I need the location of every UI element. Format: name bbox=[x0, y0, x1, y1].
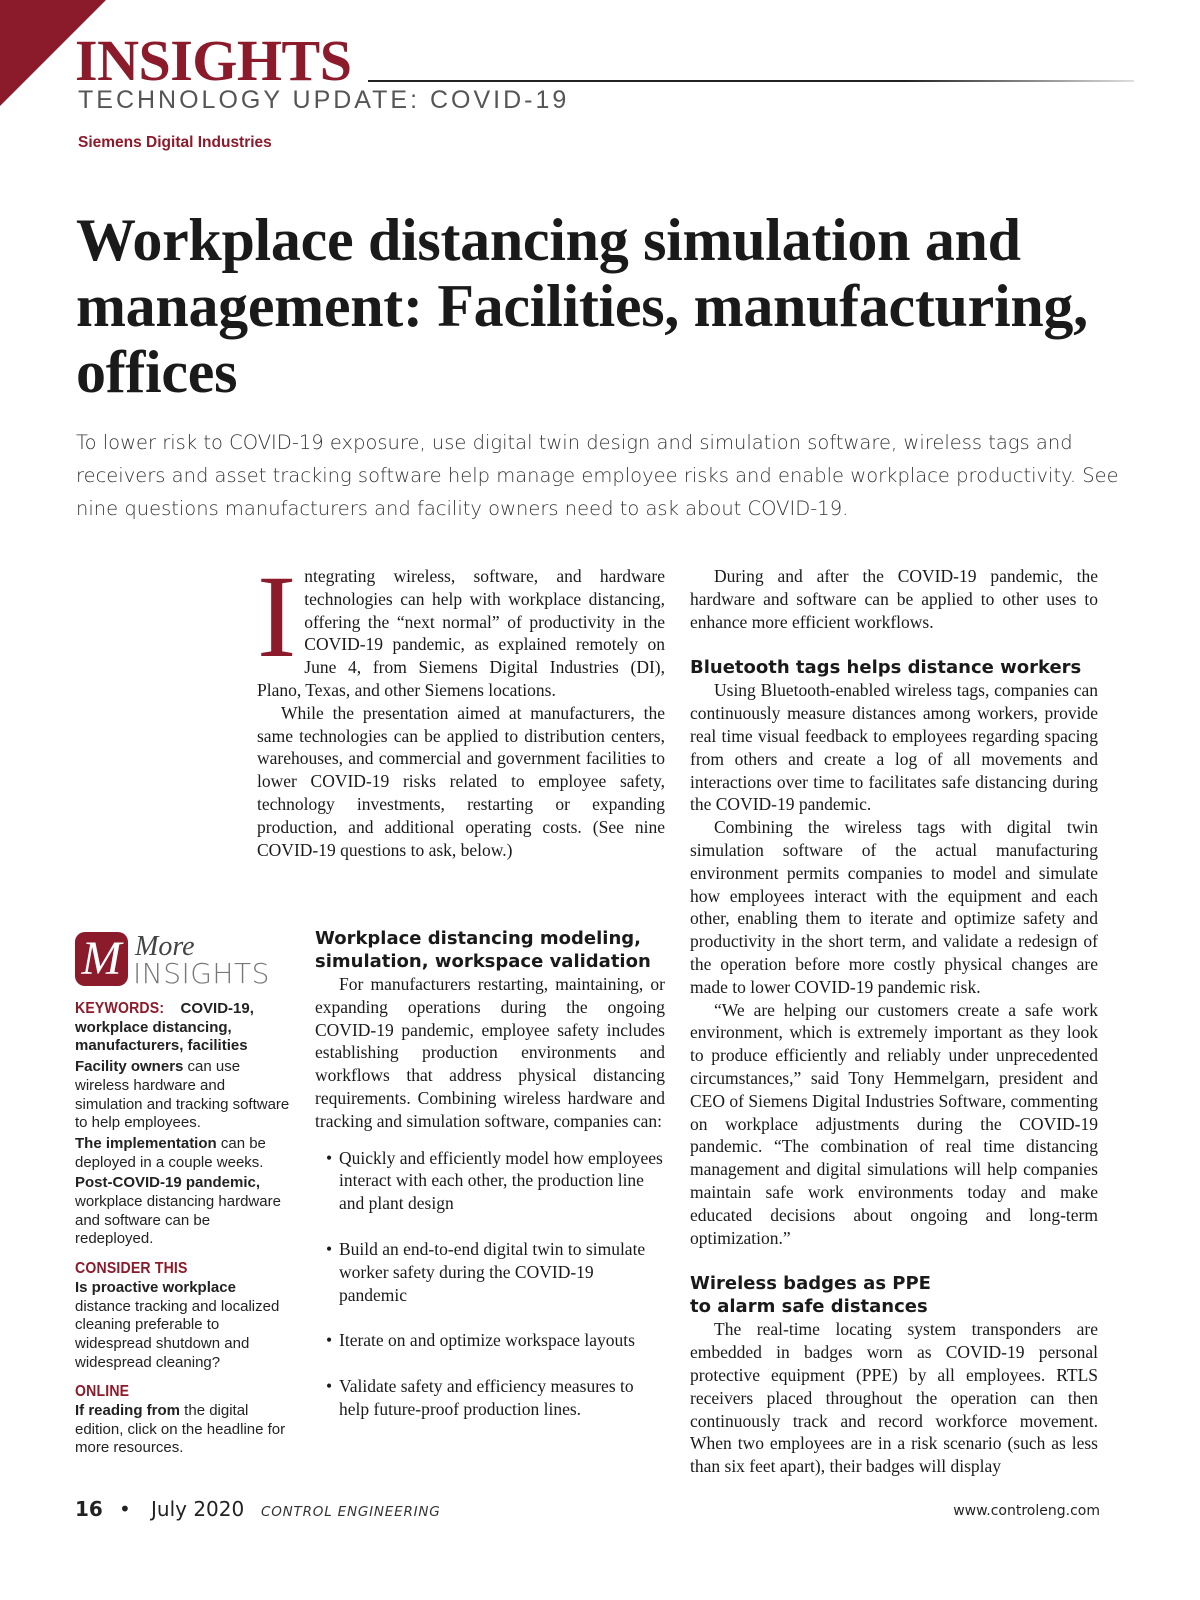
drop-cap: I bbox=[257, 551, 297, 682]
intro-paragraph bbox=[257, 551, 665, 702]
sidebar-body bbox=[75, 1000, 290, 1458]
bullet-list bbox=[315, 1147, 665, 1421]
column-2 bbox=[690, 565, 1098, 1478]
column-1-top bbox=[257, 551, 665, 861]
list-item: • Validate safety and efficiency measures to help future-proof production lines. bbox=[326, 1376, 634, 1419]
list-item: • Build an end-to-end digital twin to simulate worker safety during the COVID-19 pandemic bbox=[326, 1238, 646, 1305]
intro-text: ntegrating wireless, software, and hardware technologies can help with workplace distancing, offering the “next normal” of productivity in the COVID-19 pandemic, as explained remotely on June 4, from Siemens Digital Industries (DI), Plano, Texas, and other Siemens locations. bbox=[257, 566, 665, 700]
column-1-bottom bbox=[315, 927, 665, 1444]
keywords-label: KEYWORDS: bbox=[75, 1000, 165, 1017]
page-number: 16 bbox=[75, 1497, 103, 1521]
insights-label: INSIGHTS bbox=[133, 957, 270, 990]
body-paragraph: Combining the wireless tags with digital twin simulation software of the actual manufacturing environment permits companies to model and simulate how employees interact with the equipment and each other, enabling them to iterate and optimize safety and productivity in the short term, and validate a redesign of the operation before more costly physical changes are made to lower COVID-19 pandemic risk. bbox=[690, 817, 1098, 997]
body-paragraph: For manufacturers restarting, maintaining, or expanding operations during the ongoing COVID-19 pandemic, employee safety includes establishing production environments and workflows that address physical distancing requirements. Combining wireless hardware and tracking and simulation software, companies can: bbox=[315, 974, 665, 1131]
more-label: More bbox=[135, 931, 195, 962]
body-paragraph: The real-time locating system transponders are embedded in badges worn as COVID-19 personal protective equipment (PPE) by all employees. RTLS receivers placed throughout the operation can then continuously track and record workforce movement. When two employees are in a risk scenario (such as less than six feet apart), their badges will display bbox=[690, 1319, 1098, 1477]
consider-label: CONSIDER THIS bbox=[75, 1260, 188, 1278]
subhead-modeling: Workplace distancing modeling, simulation, workspace validation bbox=[315, 928, 651, 972]
bullet-mark: • bbox=[326, 1330, 333, 1351]
sidebar-item: Facility owners can use wireless hardware and simulation and tracking software to help employees. bbox=[75, 1058, 290, 1132]
online: ONLINE If reading from the digital edition, click on the headline for more resources. bbox=[75, 1383, 286, 1457]
more-insights-logo: M bbox=[75, 932, 128, 986]
website-link[interactable]: www.controleng.com bbox=[953, 1503, 1100, 1519]
header-rule bbox=[368, 80, 1134, 82]
article-deck: To lower risk to COVID-19 exposure, use digital twin design and simulation software, wireless tags and receivers and asset tracking software help manage employee risks and enable workplace productivity. See nine questions manufacturers and facility owners need to ask about COVID-19. bbox=[76, 431, 1119, 520]
sidebar-item: Post-COVID-19 pandemic, workplace distancing hardware and software can be redeployed. bbox=[75, 1174, 281, 1248]
company-byline: Siemens Digital Industries bbox=[78, 134, 272, 151]
sidebar-item: The implementation can be deployed in a couple weeks. bbox=[75, 1134, 266, 1171]
section-title: INSIGHTS bbox=[75, 28, 352, 93]
page-footer bbox=[75, 1497, 1100, 1523]
article-headline[interactable]: Workplace distancing simulation and management: Facilities, manufacturing, offices bbox=[76, 207, 1088, 405]
bullet-mark: • bbox=[326, 1147, 333, 1168]
body-paragraph: During and after the COVID-19 pandemic, the hardware and software can be applied to other uses to enhance more efficient workflows. bbox=[690, 566, 1098, 632]
magazine-name: CONTROL ENGINEERING bbox=[261, 1504, 441, 1520]
subhead-bluetooth: Bluetooth tags helps distance workers bbox=[690, 657, 1082, 679]
bullet-mark: • bbox=[326, 1376, 333, 1397]
subhead-badges: Wireless badges as PPE to alarm safe distances bbox=[690, 1273, 931, 1318]
issue-date: July 2020 bbox=[151, 1497, 245, 1521]
body-paragraph: While the presentation aimed at manufacturers, the same technologies can be applied to distribution centers, warehouses, and commercial and government facilities to lower COVID-19 risks related to employee safety, technology investments, restarting or expanding production, and additional operating costs. (See nine COVID-19 questions to ask, below.) bbox=[257, 702, 665, 860]
footer-separator: • bbox=[119, 1497, 131, 1521]
online-label: ONLINE bbox=[75, 1383, 130, 1401]
section-subtitle: TECHNOLOGY UPDATE: COVID-19 bbox=[78, 86, 570, 114]
body-paragraph: Using Bluetooth-enabled wireless tags, companies can continuously measure distances among workers, provide real time visual feedback to employees regarding spacing from others and create a log of all movements and interactions over time to facilitates safe distancing during the COVID-19 pandemic. bbox=[690, 680, 1098, 815]
list-item: • Iterate on and optimize workspace layouts bbox=[326, 1330, 635, 1351]
quote-paragraph: “We are helping our customers create a safe work environment, which is extremely important as they look to produce efficiently and reliably under unprecedented circumstances,” said Tony Hemmelgarn, president and CEO of Siemens Digital Industries Software, commenting on workplace adjustments during the COVID-19 pandemic. “The combination of real time distancing management and digital simulations will help companies maintain safe work environments today and make educated decisions about ongoing and long-term optimization.” bbox=[690, 999, 1098, 1248]
keywords bbox=[75, 1000, 290, 1056]
consider-this: CONSIDER THIS Is proactive workplace distance tracking and localized cleaning preferable to widespread shutdown and widespread cleaning? bbox=[75, 1260, 280, 1371]
keywords-text: COVID-19, workplace distancing, manufacturers, facilities bbox=[75, 1000, 254, 1055]
bullet-mark: • bbox=[326, 1238, 333, 1259]
list-item: • Quickly and efficiently model how employees interact with each other, the production line and plant design bbox=[326, 1147, 663, 1214]
